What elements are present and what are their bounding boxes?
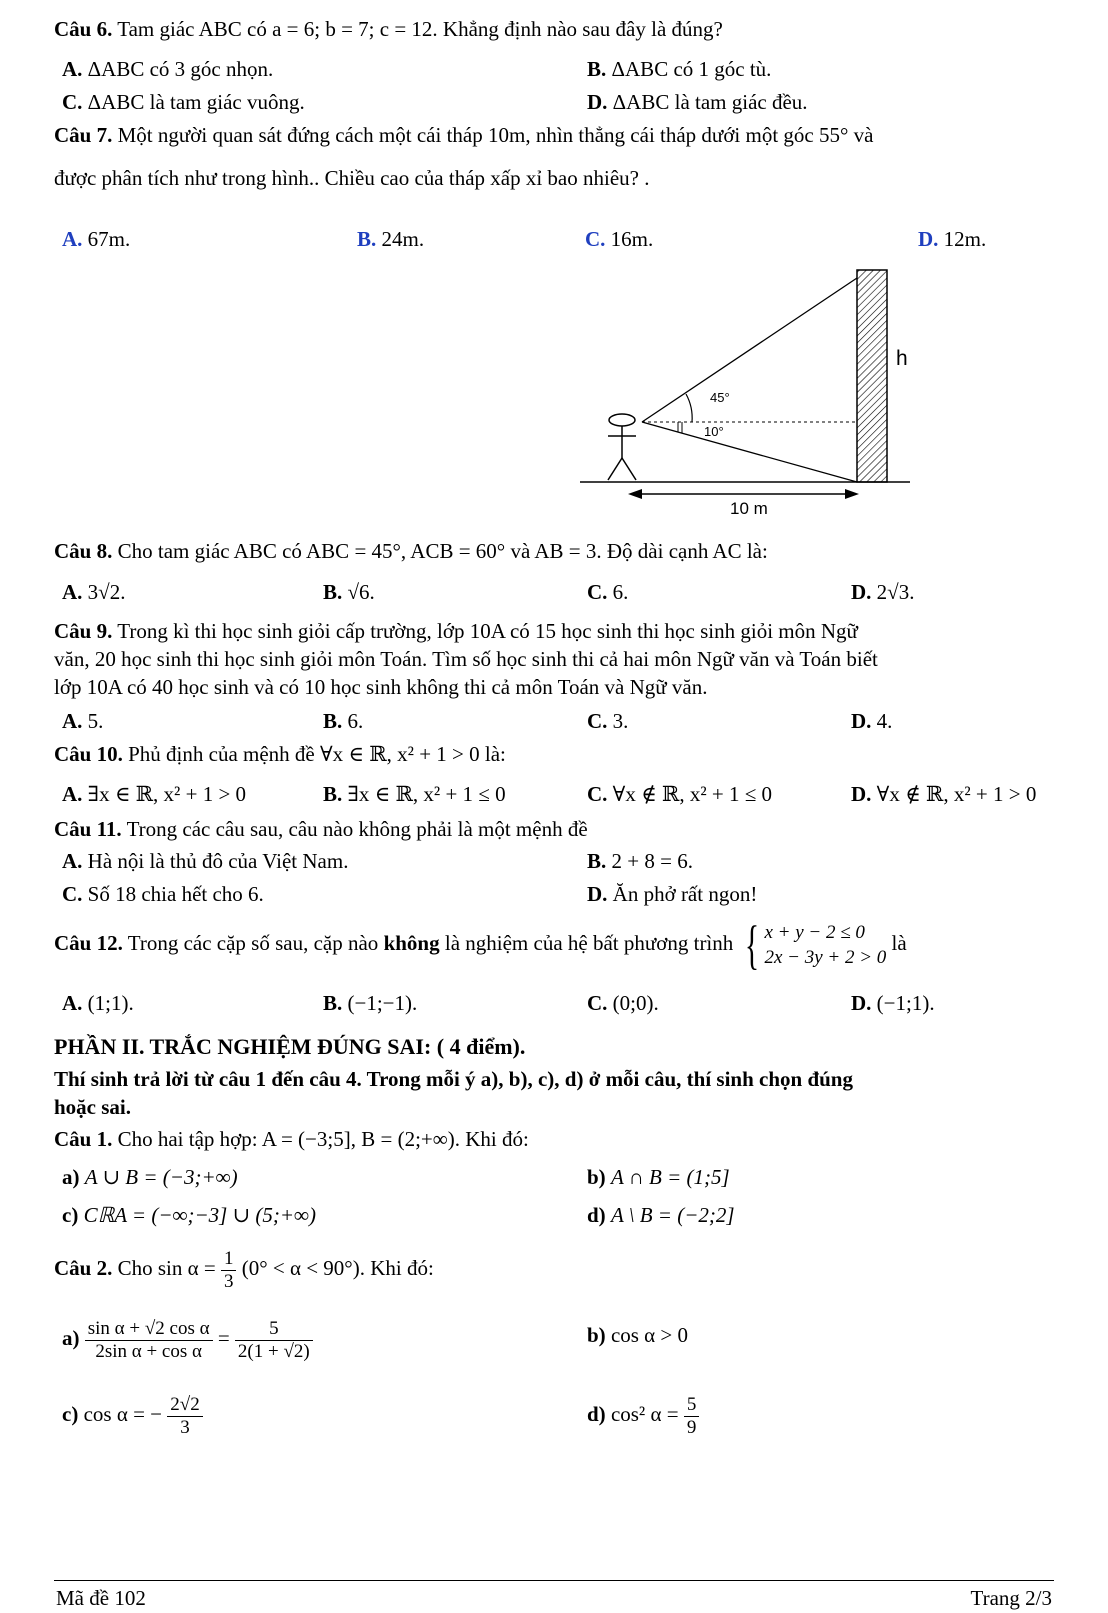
p2q1-stem — [54, 1126, 529, 1152]
angle-top-label: 45° — [710, 390, 730, 405]
q8-option-b: B. √6. — [323, 580, 375, 604]
q12-system — [764, 920, 886, 970]
q9-label: Câu 9. — [54, 619, 113, 643]
q6-option-a: A. ΔABC có 3 góc nhọn. — [62, 57, 274, 81]
q12-stem — [54, 914, 907, 976]
sight-line-top — [642, 278, 857, 422]
p2q1-item-a: a) A ∪ B = (−3;+∞) — [62, 1165, 238, 1189]
p2q2-sin-fraction: $\frac{1}{3}$ — [221, 1248, 237, 1293]
footer-rule — [54, 1580, 1054, 1581]
p2q2-item-c: c) cos α = − $\frac{2√2}{3}$ — [62, 1386, 203, 1442]
q11-option-b: B. 2 + 8 = 6. — [587, 849, 693, 873]
q7-option-d: D. 12m. — [918, 227, 987, 251]
q7-stem-line1 — [54, 122, 873, 148]
q12-text-bold: không — [383, 931, 440, 955]
q11-option-a: A. Hà nội là thủ đô của Việt Nam. — [62, 849, 349, 873]
q8-option-d: D. 2√3. — [851, 580, 915, 604]
q7-label: Câu 7. — [54, 123, 113, 147]
person-head — [609, 414, 635, 426]
q11-option-c: C. Số 18 chia hết cho 6. — [62, 882, 264, 906]
q12-inequality-1: x + y − 2 ≤ 0 — [764, 922, 865, 944]
p2q2-text-post: (0° < α < 90°). Khi đó: — [241, 1256, 434, 1280]
distance-arrow-right — [845, 489, 859, 499]
q6-stem — [54, 16, 723, 42]
q10-option-b: B. ∃x ∈ ℝ, x² + 1 ≤ 0 — [323, 782, 506, 806]
part2-instruction-1: Thí sinh trả lời từ câu 1 đến câu 4. Trong mỗi ý a), b), c), d) ở mỗi câu, thí sinh chọn đúng — [54, 1067, 853, 1091]
q9-option-d: D. 4. — [851, 709, 893, 733]
q9-option-c: C. 3. — [587, 709, 629, 733]
p2q1-item-b: b) A ∩ B = (1;5] — [587, 1165, 730, 1189]
q9-stem-line1 — [54, 618, 858, 644]
q10-option-c: C. ∀x ∉ ℝ, x² + 1 ≤ 0 — [587, 782, 773, 806]
q10-option-a: A. ∃x ∈ ℝ, x² + 1 > 0 — [62, 782, 247, 806]
q6-text: Tam giác ABC có a = 6; b = 7; c = 12. Khẳng định nào sau đây là đúng? — [117, 17, 723, 41]
q8-option-a: A. 3√2. — [62, 580, 126, 604]
q11-option-d: D. Ăn phở rất ngon! — [587, 882, 758, 906]
q9-stem-line3: lớp 10A có 40 học sinh và có 10 học sinh không thi cả môn Toán và Ngữ văn. — [54, 675, 708, 699]
angle-arc-top — [686, 394, 692, 422]
q10-label: Câu 10. — [54, 742, 123, 766]
distance-arrow-left — [628, 489, 642, 499]
q7-option-a: A. 67m. — [62, 227, 131, 251]
p2q1-label: Câu 1. — [54, 1127, 113, 1151]
q7-option-c: C. 16m. — [585, 227, 654, 251]
q12-system-brace: { — [744, 915, 759, 976]
q6-label: Câu 6. — [54, 17, 113, 41]
q12-option-d: D. (−1;1). — [851, 991, 935, 1015]
q12-label: Câu 12. — [54, 931, 123, 955]
q10-text: Phủ định của mệnh đề ∀x ∈ ℝ, x² + 1 > 0 là: — [128, 742, 506, 766]
tower-shape — [857, 270, 887, 482]
footer-exam-code: Mã đề 102 — [56, 1586, 146, 1610]
q12-option-a: A. (1;1). — [62, 991, 134, 1015]
q10-stem — [54, 741, 506, 767]
q12-option-c: C. (0;0). — [587, 991, 659, 1015]
q9-text-1: Trong kì thi học sinh giỏi cấp trường, lớp 10A có 15 học sinh thi học sinh giỏi môn Ngữ — [117, 619, 858, 643]
p2q1-item-c: c) CℝA = (−∞;−3] ∪ (5;+∞) — [62, 1203, 317, 1227]
tower-diagram — [570, 262, 910, 532]
footer-page-number: Trang 2/3 — [970, 1586, 1052, 1610]
p2q2-item-d: d) cos² α = $\frac{5}{9}$ — [587, 1386, 699, 1442]
q7-option-b: B. 24m. — [357, 227, 425, 251]
angle-bottom-label: 10° — [704, 424, 724, 439]
q8-option-c: C. 6. — [587, 580, 629, 604]
p2q2-label: Câu 2. — [54, 1256, 113, 1280]
q7-stem-line2: được phân tích như trong hình.. Chiều cao của tháp xấp xỉ bao nhiêu? . — [54, 166, 650, 190]
height-label: h — [896, 347, 908, 370]
p2q2-text-pre: Cho sin α = — [117, 1256, 216, 1280]
sight-line-bottom — [642, 422, 857, 482]
q6-option-c: C. ΔABC là tam giác vuông. — [62, 90, 305, 114]
q8-label: Câu 8. — [54, 539, 113, 563]
p2q2-c-fraction: $\frac{2√2}{3}$ — [167, 1394, 202, 1439]
part2-instruction-2: hoặc sai. — [54, 1095, 132, 1119]
q6-option-b: B. ΔABC có 1 góc tù. — [587, 57, 772, 81]
q9-option-a: A. 5. — [62, 709, 104, 733]
q8-text: Cho tam giác ABC có ABC = 45°, ACB = 60° và AB = 3. Độ dài cạnh AC là: — [117, 539, 768, 563]
p2q2-a-rhs-fraction: $\frac{5}{2(1 + √2)}$ — [235, 1318, 313, 1363]
q7-text-1: Một người quan sát đứng cách một cái tháp 10m, nhìn thẳng cái tháp dưới một góc 55° và — [117, 123, 874, 147]
q12-option-b: B. (−1;−1). — [323, 991, 418, 1015]
q12-text-end: là — [891, 931, 907, 955]
p2q2-item-b: b) cos α > 0 — [587, 1323, 689, 1347]
p2q1-item-d: d) A \ B = (−2;2] — [587, 1203, 735, 1227]
q12-text-post: là nghiệm của hệ bất phương trình — [444, 931, 734, 955]
q11-stem — [54, 816, 588, 842]
person-leg-right — [622, 458, 636, 480]
q12-inequality-2: 2x − 3y + 2 > 0 — [764, 947, 887, 969]
q12-text-pre: Trong các cặp số sau, cặp nào — [127, 931, 379, 955]
p2q2-d-fraction: $\frac{5}{9}$ — [684, 1394, 700, 1439]
person-leg-left — [608, 458, 622, 480]
p2q1-text: Cho hai tập hợp: A = (−3;5], B = (2;+∞). Khi đó: — [117, 1127, 529, 1151]
q9-stem-line2: văn, 20 học sinh thi học sinh giỏi môn Toán. Tìm số học sinh thi cả hai môn Ngữ văn và Toán biết — [54, 647, 878, 671]
part2-title: PHẦN II. TRẮC NGHIỆM ĐÚNG SAI: ( 4 điểm). — [54, 1034, 526, 1059]
q11-text: Trong các câu sau, câu nào không phải là một mệnh đề — [126, 817, 588, 841]
q8-stem — [54, 538, 768, 564]
q9-option-b: B. 6. — [323, 709, 364, 733]
p2q2-item-a: a) $\frac{\text{sin α + √2 cos α}}{\text{2sin α + cos α}}$ = $\frac{5}{2(1 + √2)}$ — [62, 1310, 313, 1366]
q11-label: Câu 11. — [54, 817, 122, 841]
p2q2-stem — [54, 1244, 434, 1293]
distance-label: 10 m — [730, 499, 768, 518]
q6-option-d: D. ΔABC là tam giác đều. — [587, 90, 808, 114]
p2q2-a-lhs-fraction: $\frac{\text{sin α + √2 cos α}}{\text{2sin α + cos α}}$ — [85, 1318, 213, 1363]
q10-option-d: D. ∀x ∉ ℝ, x² + 1 > 0 — [851, 782, 1037, 806]
